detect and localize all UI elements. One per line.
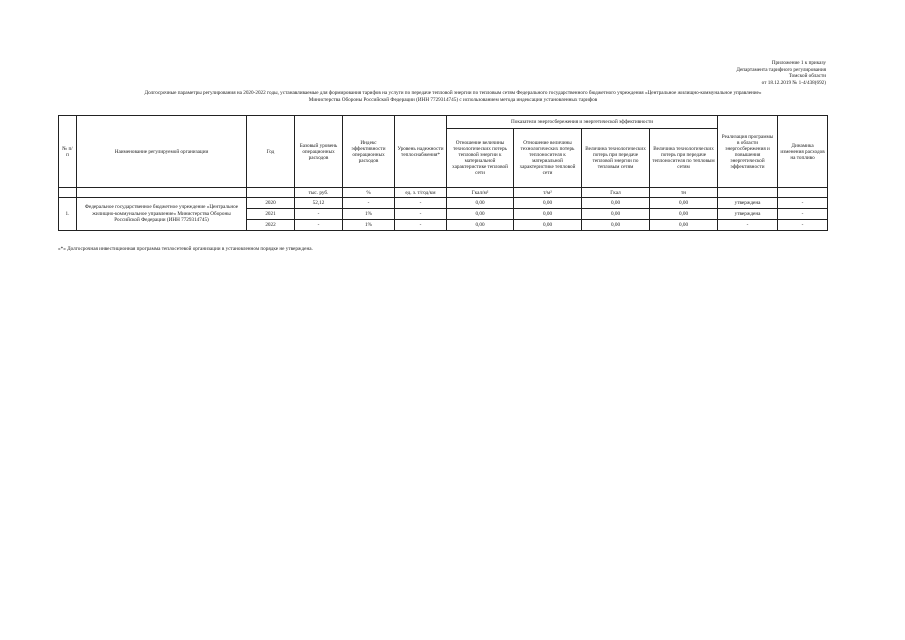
title-line-1: Долгосрочные параметры регулирования на 2020-2022 годы, устанавливаемые для формирования тарифов на услуги по передаче тепловой энергии по тепловым сетям Федерального государственного бюджетного учреждения «Центральное жилищно-коммунальное управление» bbox=[144, 90, 762, 96]
footnote: «*» Долгосрочная инвестиционная программа теплосетевой организации в установленном порядке не утверждена. bbox=[58, 246, 313, 252]
units-row bbox=[59, 188, 828, 198]
header-org-name: Наименование регулируемой организации bbox=[77, 116, 247, 188]
base-level-cell: 52,12 bbox=[295, 198, 343, 209]
year-cell: 2022 bbox=[247, 220, 295, 231]
coolant-loss-cell: 0,00 bbox=[650, 209, 718, 220]
unit-cell bbox=[247, 188, 295, 198]
header-year: Год bbox=[247, 116, 295, 188]
unit-cell: тн bbox=[650, 188, 718, 198]
base-level-cell: - bbox=[295, 220, 343, 231]
header-fuel-ratio: Отношение величины технологических потерь тепловой энергии к материальной характеристике тепловой сети bbox=[447, 129, 514, 188]
header-program: Реализация программы в области энергосбережения и повышения энергетической эффективности bbox=[718, 116, 778, 188]
coolant-ratio-cell: 0,00 bbox=[514, 198, 582, 209]
unit-cell: ед. з. т/год/км bbox=[395, 188, 447, 198]
reliability-cell: - bbox=[395, 198, 447, 209]
program-cell: утверждена bbox=[718, 209, 778, 220]
unit-cell: тыс. руб. bbox=[295, 188, 343, 198]
dynamics-cell: - bbox=[778, 198, 828, 209]
year-cell: 2020 bbox=[247, 198, 295, 209]
unit-cell bbox=[718, 188, 778, 198]
header-coolant-loss: Величина технологических потерь при передаче теплоносителя по тепловым сетям bbox=[650, 129, 718, 188]
unit-cell: Гкал/м² bbox=[447, 188, 514, 198]
unit-cell: т/м² bbox=[514, 188, 582, 198]
reliability-cell: - bbox=[395, 209, 447, 220]
heat-loss-cell: 0,00 bbox=[582, 209, 650, 220]
header-reliability: Уровень надежности теплоснабжения* bbox=[395, 116, 447, 188]
header-heat-loss: Величина технологических потерь при передаче тепловой энергии по тепловым сетям bbox=[582, 129, 650, 188]
unit-cell bbox=[778, 188, 828, 198]
table-row bbox=[59, 198, 828, 209]
fuel-ratio-cell: 0,00 bbox=[447, 209, 514, 220]
reliability-cell: - bbox=[395, 220, 447, 231]
appendix-line: от 18.12.2019 № 1-4/438(692) bbox=[761, 79, 826, 86]
fuel-ratio-cell: 0,00 bbox=[447, 220, 514, 231]
unit-cell: Гкал bbox=[582, 188, 650, 198]
efficiency-index-cell: 1% bbox=[343, 209, 395, 220]
title-line-2: Министерства Обороны Российской Федерации (ИНН 7729314745) с использованием метода индексации установленных тарифов bbox=[308, 96, 598, 103]
coolant-ratio-cell: 0,00 bbox=[514, 209, 582, 220]
header-row bbox=[59, 116, 828, 129]
coolant-loss-cell: 0,00 bbox=[650, 198, 718, 209]
fuel-ratio-cell: 0,00 bbox=[447, 198, 514, 209]
unit-cell: % bbox=[343, 188, 395, 198]
dynamics-cell: - bbox=[778, 209, 828, 220]
header-energy-group: Показатели энергосбережения и энергетической эффективности bbox=[447, 116, 718, 129]
header-dynamics: Динамика изменения расходов на топливо bbox=[778, 116, 828, 188]
appendix-block bbox=[586, 60, 826, 86]
parameters-table bbox=[58, 115, 828, 231]
efficiency-index-cell: 1% bbox=[343, 220, 395, 231]
heat-loss-cell: 0,00 bbox=[582, 220, 650, 231]
year-cell: 2021 bbox=[247, 209, 295, 220]
efficiency-index-cell: - bbox=[343, 198, 395, 209]
header-efficiency-index: Индекс эффективности операционных расходов bbox=[343, 116, 395, 188]
unit-cell bbox=[59, 188, 77, 198]
appendix-line: Приложение 1 к приказу bbox=[771, 60, 826, 66]
header-coolant-ratio: Отношение величины технологических потерь теплоносителя к материальной характеристике тепловой сети bbox=[514, 129, 582, 188]
program-cell: - bbox=[718, 220, 778, 231]
appendix-line: Томской области bbox=[788, 73, 826, 80]
dynamics-cell: - bbox=[778, 220, 828, 231]
header-num: № п/п bbox=[59, 116, 77, 188]
appendix-line: Департамента тарифного регулирования bbox=[736, 66, 826, 73]
heat-loss-cell: 0,00 bbox=[582, 198, 650, 209]
base-level-cell: - bbox=[295, 209, 343, 220]
row-number: 1. bbox=[59, 198, 77, 231]
program-cell: утверждена bbox=[718, 198, 778, 209]
unit-cell bbox=[77, 188, 247, 198]
coolant-ratio-cell: 0,00 bbox=[514, 220, 582, 231]
coolant-loss-cell: 0,00 bbox=[650, 220, 718, 231]
organization-name: Федеральное государственное бюджетное учреждение «Центральное жилищно-коммунальное управление» Министерства Обороны Российской Федерации (ИНН 7729314745) bbox=[77, 198, 247, 231]
document-title bbox=[60, 90, 846, 103]
header-base-level: Базовый уровень операционных расходов bbox=[295, 116, 343, 188]
